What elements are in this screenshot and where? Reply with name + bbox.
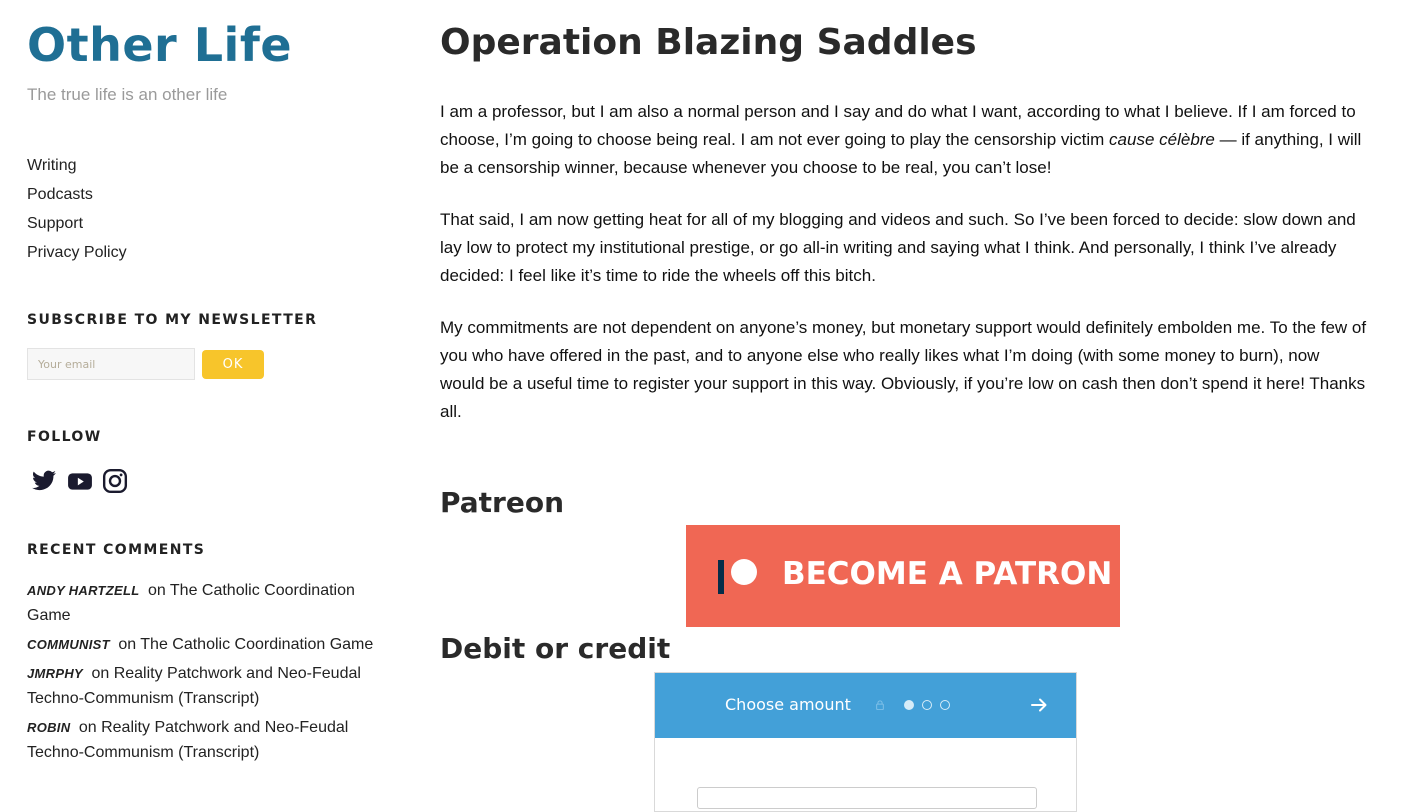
post-paragraph-1: [440, 98, 1368, 182]
comment-author[interactable]: ANDY HARTZELL: [27, 583, 140, 598]
nav-item-support[interactable]: Support: [27, 215, 84, 232]
post-paragraph-3: My commitments are not dependent on anyone’s money, but monetary support would definitely embolden me. To the few of you who have offered in the past, and to anyone else who really likes what I’m doing (with some money to burn), now would be a useful time to register your support in this way. Obviously, if you’re low on cash then don’t spend it here! Thanks all.: [440, 318, 1367, 421]
step-dot-icon: [940, 700, 950, 710]
lock-icon: [875, 700, 885, 710]
comment-on: on: [78, 719, 97, 736]
comment-author[interactable]: JMRPHY: [27, 666, 83, 681]
subscribe-button[interactable]: OK: [202, 350, 264, 379]
instagram-icon[interactable]: [102, 468, 128, 494]
nav-item-writing[interactable]: Writing: [27, 157, 77, 174]
comment-post-link[interactable]: Reality Patchwork and Neo-Feudal Techno-Communism (Transcript): [27, 719, 349, 761]
comment-post-link[interactable]: The Catholic Coordination Game: [140, 636, 374, 653]
comment-post-link[interactable]: The Catholic Coordination Game: [27, 582, 355, 624]
step-indicator: [904, 700, 950, 710]
amount-field[interactable]: [697, 787, 1037, 809]
paragraph-text: — if anything, I will be a censorship winner, because whenever you choose to be real, you can’t lose!: [440, 130, 1362, 177]
nav-item-privacy-policy[interactable]: Privacy Policy: [27, 244, 127, 261]
donation-widget: [654, 672, 1077, 812]
step-dot-icon: [904, 700, 914, 710]
donation-widget-header: [655, 673, 1076, 738]
site-tagline: The true life is an other life: [27, 85, 228, 104]
patreon-logo-icon: [718, 558, 760, 594]
site-title[interactable]: Other Life: [27, 18, 293, 72]
step-dot-icon: [922, 700, 932, 710]
recent-comments-heading: RECENT COMMENTS: [27, 542, 206, 558]
newsletter-heading: SUBSCRIBE TO MY NEWSLETTER: [27, 312, 318, 328]
youtube-icon[interactable]: [66, 468, 92, 494]
post-title: Operation Blazing Saddles: [440, 22, 977, 63]
post-paragraph-2: That said, I am now getting heat for all of my blogging and videos and such. So I’ve been forced to decide: slow down and lay low to protect my institutional prestige, or go all-in writing and saying what I think. And personally, I think I’ve already decided: I feel like it’s time to ride the wheels off this bitch.: [440, 210, 1356, 285]
paragraph-emphasis: cause célèbre: [1109, 130, 1215, 149]
comment-item: [27, 632, 377, 657]
comment-item: [27, 661, 377, 711]
comment-author[interactable]: ROBIN: [27, 720, 71, 735]
become-patron-label: BECOME A PATRON: [782, 556, 1113, 592]
social-links: [30, 468, 128, 494]
debit-credit-heading: Debit or credit: [440, 632, 671, 665]
comment-author[interactable]: COMMUNIST: [27, 637, 110, 652]
twitter-icon[interactable]: [30, 468, 56, 494]
patreon-heading: Patreon: [440, 486, 565, 519]
become-patron-button[interactable]: [686, 525, 1120, 627]
comment-item: [27, 578, 377, 628]
paragraph-text: I am a professor, but I am also a normal person and I say and do what I want, according to what I believe. If I am forced to choose, I’m going to choose being real. I am not ever going to play the censorship victim: [440, 102, 1356, 149]
arrow-right-icon[interactable]: [1029, 695, 1049, 715]
comment-on: on: [118, 636, 137, 653]
recent-comments-list: [27, 578, 377, 769]
comment-post-link[interactable]: Reality Patchwork and Neo-Feudal Techno-Communism (Transcript): [27, 665, 361, 707]
comment-item: [27, 715, 377, 765]
email-field[interactable]: [27, 348, 195, 380]
main-nav: [27, 156, 127, 272]
nav-item-podcasts[interactable]: Podcasts: [27, 186, 93, 203]
follow-heading: FOLLOW: [27, 429, 102, 445]
comment-on: on: [91, 665, 110, 682]
choose-amount-title: Choose amount: [725, 695, 851, 714]
comment-on: on: [147, 582, 166, 599]
